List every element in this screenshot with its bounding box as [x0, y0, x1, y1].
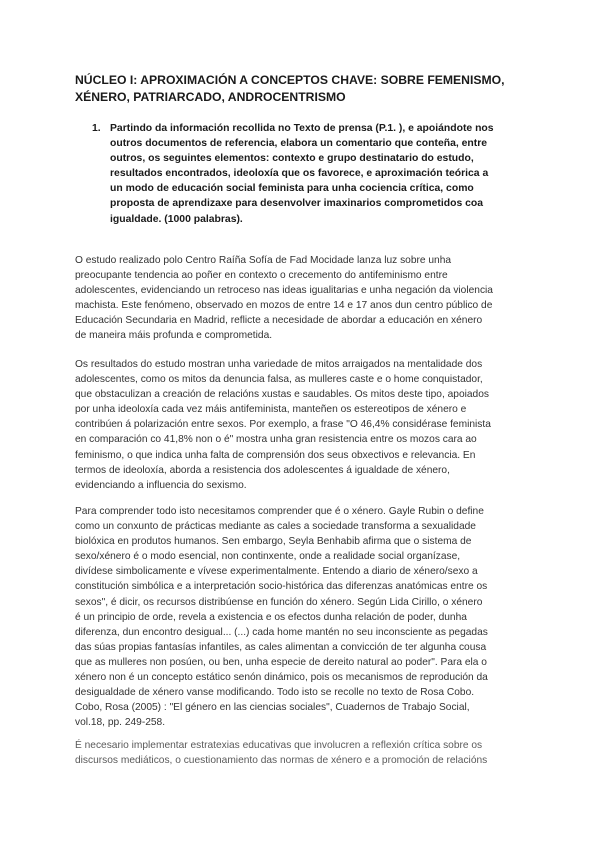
question-number: 1.	[92, 123, 101, 134]
paragraph-context: O estudo realizado polo Centro Raíña Sofía de Fad Mocidade lanza luz sobre unha preocupante tendencia ao poñer en contexto o crecemento do antifeminismo entre adolescentes, evidenciando un retroceso nas ideas igualitarias e unha negación da violencia machista. Este fenómeno, observado en mozos de entre 14 e 17 anos dun centro público de Educación Secundaria en Madrid, reflicte a necesidade de abordar a educación en xénero de maneira máis profunda e comprometida.	[75, 255, 493, 342]
paragraph-results: Os resultados do estudo mostran unha variedade de mitos arraigados na mentalidade dos adolescentes, como os mitos da denuncia falsa, as mulleres caste e o home conquistador, que obstaculizan a creación de relacións xustas e saudables. Os mitos deste tipo, apoiados por unha ideoloxía cada vez máis antifeminista, manteñen os estereotipos de xénero e contribúen á polarización entre sexos. Por exemplo, a frase "O 46,4% considérase feminista en comparación co 41,8% non o é" mostra unha gran resistencia entre os mozos cara ao feminismo, o que indica unha falta de comprensión dos seus obxectivos e relevancia. En termos de ideoloxía, aborda a resistencia dos adolescentes á igualdade de xénero, evidenciando a influencia do sexismo.	[75, 359, 491, 491]
question-item	[92, 121, 532, 227]
paragraph-educational-strategies: É necesario implementar estratexias educativas que involucren a reflexión crítica sobre os discursos mediáticos, o cuestionamiento das normas de xénero e a promoción de relacións	[75, 740, 488, 767]
section-heading: NÚCLEO I: APROXIMACIÓN A CONCEPTOS CHAVE: SOBRE FEMENISMO, XÉNERO, PATRIARCADO, ANDROCENTRISMO	[75, 73, 505, 104]
question-text: Partindo da información recollida no Texto de prensa (P.1. ), e apoiándote nos outros documentos de referencia, elabora un comentario que conteña, entre outros, os seguintes elementos: contexto e grupo destinatario do estudo, resultados encontrados, ideoloxía que os favorece, e aproximación teórica a un modo de educación social feminista para unha cociencia crítica, como proposta de aprendizaxe para desenvolver imaxinarios comprometidos coa igualdade. (1000 palabras).	[110, 123, 494, 225]
paragraph-gender-theory: Para comprender todo isto necesitamos comprender que é o xénero. Gayle Rubin o define como un conxunto de prácticas mediante as cales a sociedade transforma a sexualidade biolóxica en produtos humanos. Sen embargo, Seyla Benhabib afirma que o sistema de sexo/xénero é o modo esencial, non continxente, onde a realidade social organízase, divídese simbolicamente e vívese experimentalmente. Entendo a diario de xénero/sexo a constitución simbólica e a interpretación socio-histórica das diferenzas anatómicas entre os sexos", é dicir, os recursos distribúense en función do xénero. Según Lida Cirillo, o xénero é un principio de orde, revela a existencia e os efectos dunha relación de poder, dunha diferenza, dun encontro desigual... (...) cada home mantén no seu inconsciente as pegadas das súas propias fantasías infantiles, as cales alimentan a convicción de ter algunha cousa que as mulleres non posúen, ou ben, unha especie de dereito natural ao poder". Para ela o xénero non é un concepto estático senón dinámico, pois os mecanismos de reprodución da desigualdade de xénero vanse modificando. Todo isto se recolle no texto de Rosa Cobo. Cobo, Rosa (2005) : "El género en las ciencias sociales", Cuadernos de Trabajo Social, vol.18, pp. 249-258.	[75, 506, 488, 729]
